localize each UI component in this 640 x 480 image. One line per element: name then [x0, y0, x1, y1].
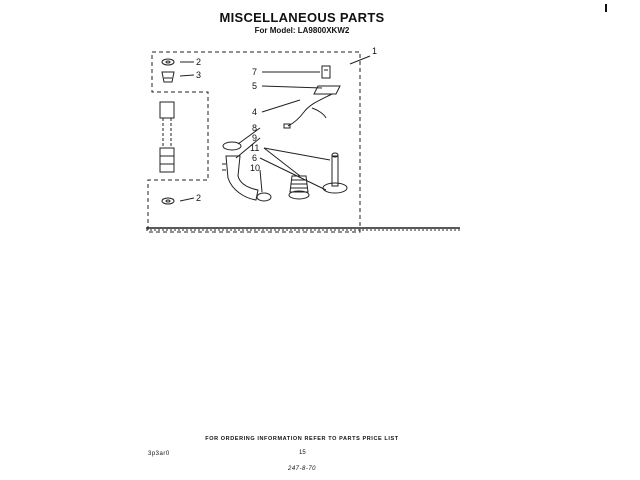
leader-11a — [264, 148, 330, 160]
page-number: 15 — [299, 450, 306, 456]
hose-segment-lower — [160, 148, 174, 172]
washer-bottom-icon — [162, 198, 174, 204]
callout-3: 3 — [196, 70, 202, 80]
page-title: MISCELLANEOUS PARTS — [219, 10, 385, 25]
leader-10 — [260, 170, 262, 192]
wire-harness-icon — [288, 94, 332, 126]
leader-6 — [260, 158, 326, 190]
leader-2b — [180, 198, 194, 201]
callout-1: 1 — [372, 46, 378, 56]
model-subtitle: For Model: LA9800XKW2 — [254, 26, 350, 35]
leader-3 — [180, 75, 194, 76]
leader-11b — [264, 148, 300, 176]
gasket-icon — [223, 142, 241, 150]
callout-2a: 2 — [196, 57, 202, 67]
washer-top-icon — [162, 59, 174, 65]
footer-left-text: 3p3ar0 — [148, 451, 170, 457]
leader-4 — [262, 100, 300, 112]
seal-ring-icon — [257, 193, 271, 201]
bracket-icon — [314, 86, 340, 94]
hose-segment-upper — [160, 102, 174, 118]
clip-icon — [322, 66, 330, 78]
callout-9: 9 — [252, 133, 258, 143]
callout-4: 4 — [252, 107, 258, 117]
strainer-icon — [162, 72, 174, 82]
ordering-note: FOR ORDERING INFORMATION REFER TO PARTS PRICE LIST — [205, 436, 399, 442]
post-icon — [332, 156, 338, 186]
callout-11: 11 — [250, 143, 260, 153]
callout-2b: 2 — [196, 193, 202, 203]
callout-7: 7 — [252, 67, 258, 77]
callout-5: 5 — [252, 81, 258, 91]
document-code: 247-8-70 — [288, 466, 317, 472]
callout-6: 6 — [252, 153, 258, 163]
callout-8: 8 — [252, 123, 258, 133]
leader-5 — [262, 86, 322, 88]
callout-10: 10 — [250, 163, 261, 173]
